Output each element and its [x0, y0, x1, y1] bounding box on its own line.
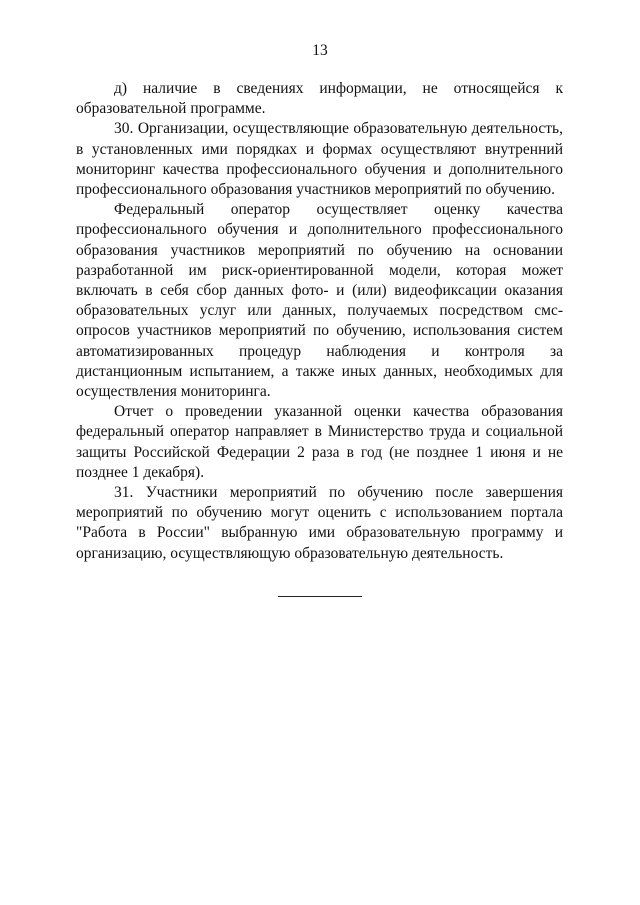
- paragraph-federal-operator-assessment: Федеральный оператор осуществляет оценку качества профессионального обучения и дополнительного профессионального образования участников мероприятий по обучению на основании разработанной им риск-ориентированной модели, которая может включать в себя сбор данных фото- и (или) видеофиксации оказания образовательных услуг или данных, получаемых посредством смс-опросов участников мероприятий по обучению, использования систем автоматизированных процедур наблюдения и контроля за дистанционным испытанием, а также иных данных, необходимых для осуществления мониторинга.: [76, 201, 563, 401]
- paragraph-29d-item: д) наличие в сведениях информации, не относящейся к образовательной программе.: [76, 80, 563, 118]
- page-number: 13: [312, 42, 328, 59]
- paragraph-30: 30. Организации, осуществляющие образовательную деятельность, в установленных ими порядках и формах осуществляют внутренний мониторинг качества профессионального обучения и дополнительного профессионального образования участников мероприятий по обучению.: [76, 120, 563, 199]
- end-separator-line: [278, 596, 362, 597]
- document-body: [76, 79, 563, 564]
- paragraph-report: Отчет о проведении указанной оценки качества образования федеральный оператор направляет в Министерство труда и социальной защиты Российской Федерации 2 раза в год (не позднее 1 июня и не позднее 1 декабря).: [76, 403, 563, 481]
- paragraph-31: 31. Участники мероприятий по обучению после завершения мероприятий по обучению могут оценить с использованием портала "Работа в России" выбранную ими образовательную программу и организацию, осуществляющую образовательную деятельность.: [76, 484, 563, 562]
